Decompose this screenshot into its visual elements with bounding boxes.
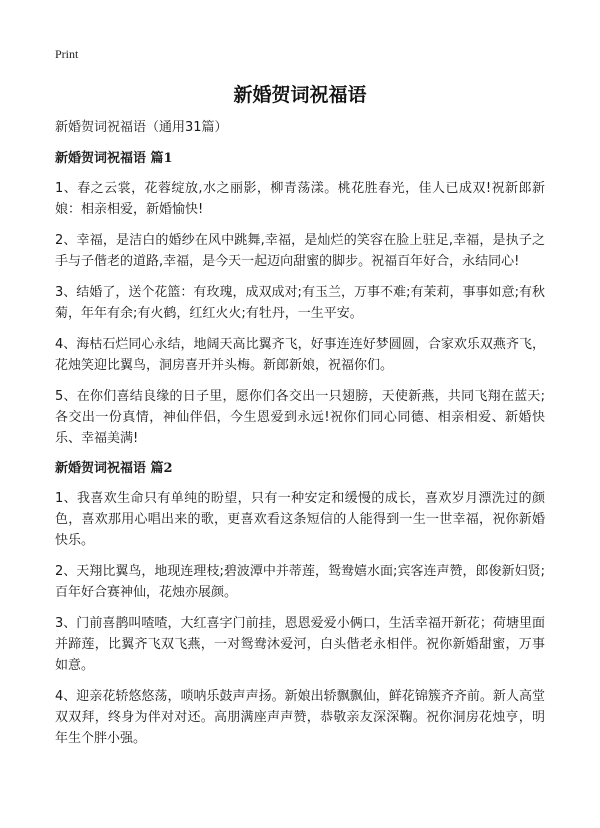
paragraph: 1、我喜欢生命只有单纯的盼望，只有一种安定和缓慢的成长，喜欢岁月漂洗过的颜色，喜欢那用心唱出来的歌，更喜欢看这条短信的人能得到一生一世幸福，祝你新婚快乐。 bbox=[55, 491, 545, 548]
paragraph: 3、结婚了，送个花篮：有玫瑰，成双成对;有玉兰，万事不难;有茉莉，事事如意;有秋菊，年年有余;有火鹤，红红火火;有牡丹，一生平安。 bbox=[55, 285, 545, 321]
section-2 bbox=[55, 459, 545, 749]
print-link[interactable]: Print bbox=[55, 47, 79, 61]
document-subtitle: 新婚贺词祝福语（通用31篇） bbox=[55, 120, 228, 135]
paragraph: 3、门前喜鹊叫喳喳，大红喜字门前挂，恩恩爱爱小俩口，生活幸福开新花；荷塘里面并蹄莲，比翼齐飞双飞燕，一对鸳鸯沐爱河，白头偕老永相伴。祝你新婚甜蜜，万事如意。 bbox=[55, 616, 545, 673]
paragraph: 2、天翔比翼鸟，地现连理枝;碧波潭中并蒂莲，鸳鸯嬉水面;宾客连声赞，郎俊新妇贤;百年好合赛神仙，花烛亦展颜。 bbox=[55, 564, 545, 600]
paragraph: 5、在你们喜结良缘的日子里，愿你们各交出一只翅膀，天使新燕，共同飞翔在蓝天;各交出一份真情，神仙伴侣，今生恩爱到永远!祝你们同心同德、相亲相爱、新婚快乐、幸福美满! bbox=[55, 389, 545, 446]
paragraph: 4、迎亲花轿悠悠荡，唢呐乐鼓声声扬。新娘出轿飘飘仙，鲜花锦簇齐齐前。新人高堂双双拜，终身为伴对对还。高朋满座声声赞，恭敬亲友深深鞠。祝你洞房花烛亨，明年生个胖小强。 bbox=[55, 689, 545, 746]
paragraph: 4、海枯石烂同心永结，地阔天高比翼齐飞，好事连连好梦圆圆，合家欢乐双燕齐飞，花烛笑迎比翼鸟，洞房喜开并头梅。新郎新娘，祝福你们。 bbox=[55, 337, 545, 373]
section-1 bbox=[55, 149, 545, 449]
document-body bbox=[55, 118, 545, 759]
page-title: 新婚贺词祝福语 bbox=[233, 84, 367, 106]
paragraph: 1、春之云裳，花蓉绽放,水之丽影，柳青荡漾。桃花胜春光，佳人已成双!祝新郎新娘：相亲相爱，新婚愉快! bbox=[55, 181, 545, 217]
paragraph: 2、幸福，是洁白的婚纱在风中跳舞,幸福，是灿烂的笑容在脸上驻足,幸福，是执子之手与子偕老的道路,幸福，是今天一起迈向甜蜜的脚步。祝福百年好合，永结同心! bbox=[55, 233, 545, 269]
section-heading: 新婚贺词祝福语 篇2 bbox=[55, 461, 173, 476]
section-heading: 新婚贺词祝福语 篇1 bbox=[55, 151, 173, 166]
